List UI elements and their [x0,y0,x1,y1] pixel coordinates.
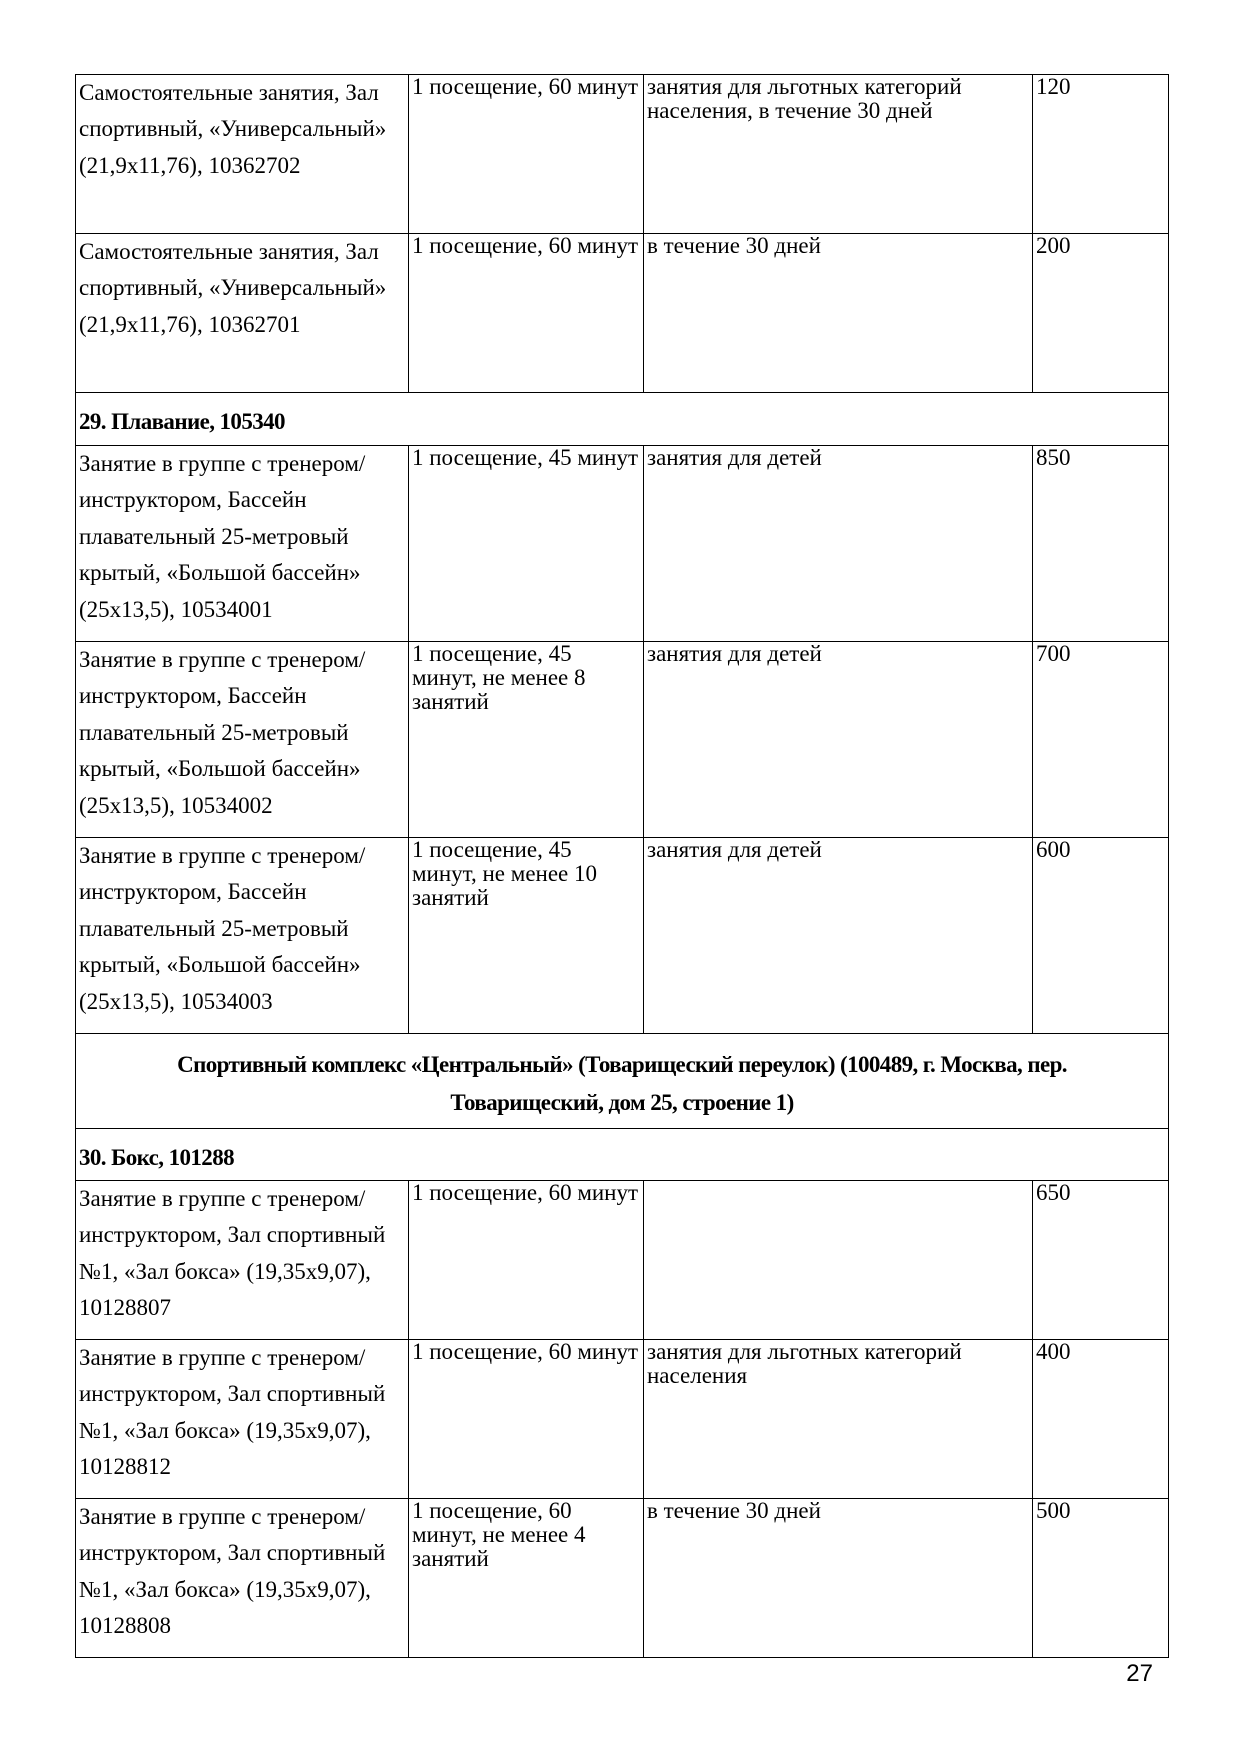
service-name: Занятие в группе с тренером/инструктором, Бассейн плавательный 25-метровый крытый, «Большой бассейн» (25х13,5), 10534002 [76,642,409,838]
table-row [76,1499,1169,1658]
service-note: в течение 30 дней [644,234,1033,393]
price-table [75,74,1169,1658]
section-row [76,393,1169,446]
service-duration: 1 посещение, 60 минут, не менее 4 занятий [409,1499,644,1658]
service-note: занятия для детей [644,838,1033,1034]
table-row [76,1181,1169,1340]
table-row [76,446,1169,642]
service-note: занятия для детей [644,642,1033,838]
table-row [76,234,1169,393]
service-duration: 1 посещение, 60 минут [409,75,644,234]
service-name: Самостоятельные занятия, Зал спортивный, «Универсальный» (21,9х11,76), 10362702 [76,75,409,234]
service-price: 200 [1033,234,1169,393]
service-duration: 1 посещение, 60 минут [409,1340,644,1499]
service-name: Самостоятельные занятия, Зал спортивный, «Универсальный» (21,9х11,76), 10362701 [76,234,409,393]
service-price: 650 [1033,1181,1169,1340]
service-duration: 1 посещение, 45 минут, не менее 10 занятий [409,838,644,1034]
service-price: 120 [1033,75,1169,234]
service-name: Занятие в группе с тренером/инструктором, Бассейн плавательный 25-метровый крытый, «Большой бассейн» (25х13,5), 10534003 [76,838,409,1034]
table-row [76,642,1169,838]
service-name: Занятие в группе с тренером/инструктором, Зал спортивный №1, «Зал бокса» (19,35х9,07), 10128808 [76,1499,409,1658]
page-number: 27 [1126,1660,1153,1687]
service-duration: 1 посещение, 60 минут [409,234,644,393]
service-duration: 1 посещение, 60 минут [409,1181,644,1340]
service-price: 700 [1033,642,1169,838]
service-duration: 1 посещение, 45 минут [409,446,644,642]
service-name: Занятие в группе с тренером/инструктором, Бассейн плавательный 25-метровый крытый, «Большой бассейн» (25х13,5), 10534001 [76,446,409,642]
service-price: 500 [1033,1499,1169,1658]
service-duration: 1 посещение, 45 минут, не менее 8 занятий [409,642,644,838]
service-note: занятия для детей [644,446,1033,642]
service-price: 600 [1033,838,1169,1034]
facility-heading: Спортивный комплекс «Центральный» (Товарищеский переулок) (100489, г. Москва, пер. Товарищеский, дом 25, строение 1) [76,1034,1169,1129]
table-row [76,75,1169,234]
service-note: занятия для льготных категорий населения, в течение 30 дней [644,75,1033,234]
facility-row [76,1034,1169,1129]
table-row [76,1340,1169,1499]
section-heading: 29. Плавание, 105340 [76,393,1169,446]
service-price: 850 [1033,446,1169,642]
service-note: в течение 30 дней [644,1499,1033,1658]
section-heading: 30. Бокс, 101288 [76,1129,1169,1181]
section-row [76,1129,1169,1181]
service-name: Занятие в группе с тренером/инструктором, Зал спортивный №1, «Зал бокса» (19,35х9,07), 10128807 [76,1181,409,1340]
table-row [76,838,1169,1034]
service-price: 400 [1033,1340,1169,1499]
service-note: занятия для льготных категорий населения [644,1340,1033,1499]
service-note [644,1181,1033,1340]
service-name: Занятие в группе с тренером/инструктором, Зал спортивный №1, «Зал бокса» (19,35х9,07), 10128812 [76,1340,409,1499]
